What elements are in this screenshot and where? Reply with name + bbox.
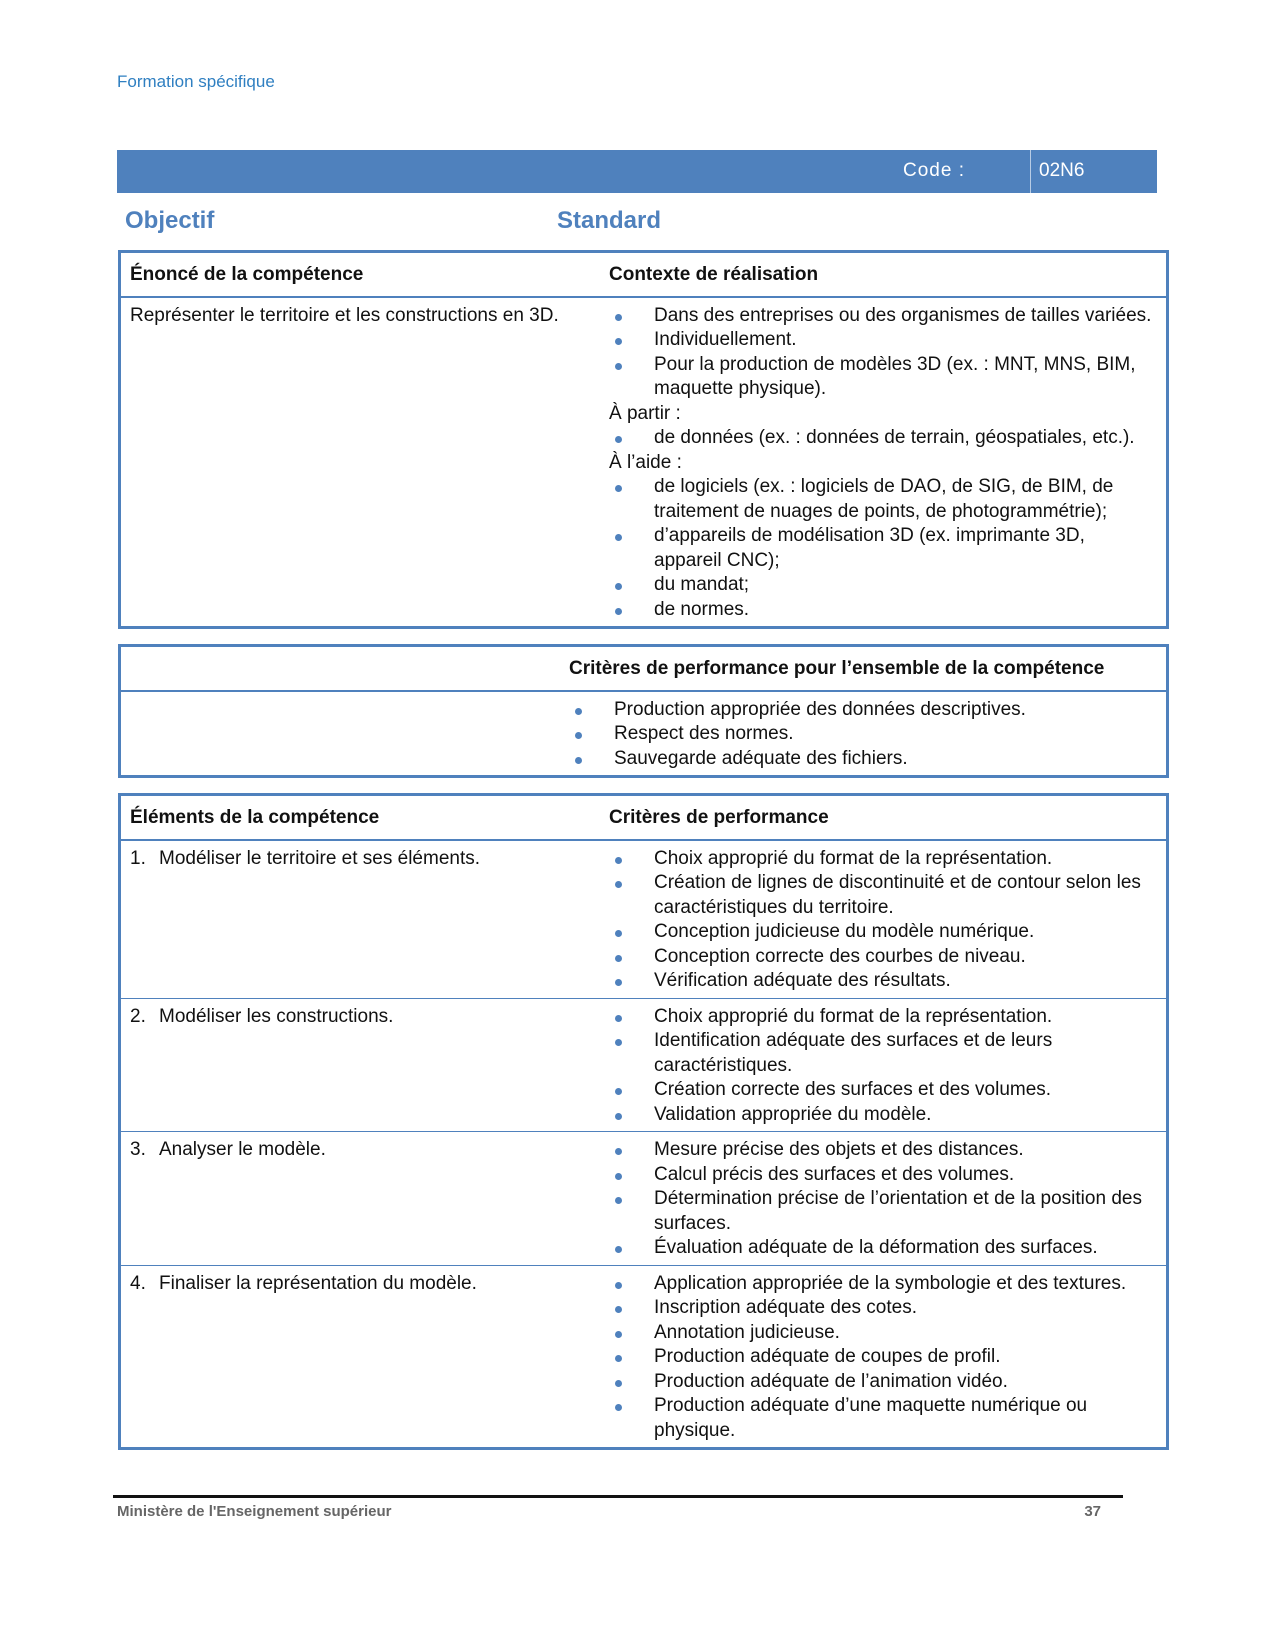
- element-cell: [120, 1265, 601, 1449]
- table-row: [120, 840, 1168, 999]
- bullet-icon: [615, 1246, 622, 1253]
- item-text: Pour la production de modèles 3D (ex. : MNT, MNS, BIM, maquette physique).: [654, 353, 1136, 399]
- list-item: [609, 1394, 1156, 1443]
- bullet-icon: [615, 1404, 622, 1411]
- table-row: [120, 998, 1168, 1132]
- element-cell: [120, 1132, 601, 1266]
- bullet-icon: [615, 930, 622, 937]
- bullet-icon: [615, 1355, 622, 1362]
- bullet-icon: [575, 708, 582, 715]
- enonce-header: Énoncé de la compétence: [120, 252, 601, 297]
- element-number: 1.: [130, 847, 146, 869]
- element-number: 2.: [130, 1005, 146, 1027]
- global-criteria-header: Critères de performance pour l’ensemble de la compétence: [560, 646, 1168, 691]
- list-item: [609, 475, 1156, 524]
- item-text: Choix approprié du format de la représentation.: [654, 847, 1053, 869]
- item-text: Sauvegarde adéquate des fichiers.: [614, 747, 908, 769]
- element-text: Modéliser les constructions.: [159, 1005, 394, 1027]
- list-item: [609, 1345, 1156, 1370]
- item-text: Conception correcte des courbes de niveau.: [654, 945, 1026, 967]
- bullet-icon: [615, 1015, 622, 1022]
- item-text: de logiciels (ex. : logiciels de DAO, de SIG, de BIM, de traitement de nuages de points, de photogrammétrie);: [654, 476, 1114, 522]
- list-item: [569, 747, 1156, 772]
- list-item: [609, 573, 1156, 598]
- list-item: [609, 920, 1156, 945]
- bullet-icon: [615, 338, 622, 345]
- list-item: [609, 1138, 1156, 1163]
- bullet-icon: [615, 1197, 622, 1204]
- list-item: [609, 1321, 1156, 1346]
- contexte-header: Contexte de réalisation: [600, 252, 1168, 297]
- bullet-icon: [615, 608, 622, 615]
- item-text: Production adéquate d’une maquette numérique ou physique.: [654, 1395, 1088, 1441]
- bullet-icon: [615, 955, 622, 962]
- item-text: Calcul précis des surfaces et des volumes.: [654, 1163, 1015, 1185]
- item-text: Production appropriée des données descriptives.: [614, 698, 1026, 720]
- global-criteria-table: [118, 644, 1169, 778]
- list-item: [609, 1103, 1156, 1128]
- bullet-icon: [615, 485, 622, 492]
- footer-ministry: Ministère de l'Enseignement supérieur: [117, 1503, 392, 1520]
- list-item: [609, 1029, 1156, 1078]
- element-number: 4.: [130, 1272, 146, 1294]
- list-item: [609, 304, 1156, 329]
- code-value: 02N6: [1039, 160, 1085, 181]
- element-item: [130, 1005, 560, 1030]
- criteria-cell: [600, 840, 1168, 999]
- bullet-icon: [615, 534, 622, 541]
- item-text: Mesure précise des objets et des distances.: [654, 1139, 1024, 1160]
- item-text: du mandat;: [654, 574, 750, 595]
- empty-cell: [120, 691, 561, 777]
- bullet-icon: [615, 1148, 622, 1155]
- bullet-icon: [615, 1088, 622, 1095]
- criteria-cell: [600, 998, 1168, 1132]
- global-criteria-list: [560, 691, 1168, 777]
- bullet-icon: [615, 1113, 622, 1120]
- enonce-text: Représenter le territoire et les constructions en 3D.: [130, 304, 559, 326]
- item-text: Application appropriée de la symbologie et des textures.: [654, 1272, 1127, 1294]
- bullet-icon: [615, 436, 622, 443]
- item-text: Création correcte des surfaces et des volumes.: [654, 1079, 1052, 1100]
- bullet-icon: [615, 857, 622, 864]
- list-item: [609, 847, 1156, 872]
- element-text: Analyser le modèle.: [159, 1139, 326, 1160]
- bullet-icon: [615, 881, 622, 888]
- bullet-icon: [615, 1380, 622, 1387]
- empty-cell: [120, 646, 561, 691]
- contexte-list: [600, 297, 1168, 628]
- list-item: [609, 871, 1156, 920]
- standard-heading: Standard: [557, 207, 662, 234]
- bullet-icon: [615, 1039, 622, 1046]
- criteria-header: Critères de performance: [600, 795, 1168, 840]
- elements-table: [118, 793, 1169, 1450]
- list-item: [609, 1370, 1156, 1395]
- list-item: [609, 1005, 1156, 1030]
- element-cell: [120, 998, 601, 1132]
- item-text: À partir :: [609, 402, 681, 424]
- list-item: [609, 426, 1156, 451]
- list-item: [609, 524, 1156, 573]
- list-item: [569, 722, 1156, 747]
- item-text: Conception judicieuse du modèle numérique.: [654, 921, 1035, 942]
- list-label: [609, 451, 1156, 476]
- section-title: Formation spécifique: [117, 72, 275, 91]
- element-item: [130, 1272, 560, 1297]
- list-item: [609, 1187, 1156, 1236]
- item-text: Validation appropriée du modèle.: [654, 1103, 932, 1125]
- item-text: d’appareils de modélisation 3D (ex. imprimante 3D, appareil CNC);: [654, 525, 1085, 571]
- code-label: Code :: [903, 160, 965, 181]
- element-item: [130, 847, 560, 872]
- list-item: [609, 598, 1156, 623]
- item-text: Production adéquate de l’animation vidéo.: [654, 1370, 1008, 1392]
- content-flow: [118, 0, 1169, 1568]
- list-item: [609, 1272, 1156, 1297]
- objectif-heading: Objectif: [125, 207, 215, 234]
- element-number: 3.: [130, 1139, 146, 1160]
- bullet-icon: [615, 583, 622, 590]
- footer: [113, 1495, 1123, 1528]
- list-item: [609, 945, 1156, 970]
- item-text: Choix approprié du format de la représentation.: [654, 1005, 1053, 1027]
- bullet-icon: [575, 757, 582, 764]
- list-label: [609, 402, 1156, 427]
- element-text: Modéliser le territoire et ses éléments.: [159, 847, 481, 869]
- list-item: [569, 698, 1156, 723]
- bullet-icon: [615, 1173, 622, 1180]
- list-item: [609, 1078, 1156, 1103]
- competence-table: [118, 250, 1169, 629]
- list-item: [609, 1163, 1156, 1188]
- table-row: [120, 1265, 1168, 1449]
- item-text: Détermination précise de l’orientation et de la position des surfaces.: [654, 1188, 1142, 1234]
- item-text: Respect des normes.: [614, 723, 794, 744]
- elements-header: Éléments de la compétence: [120, 795, 601, 840]
- item-text: Annotation judicieuse.: [654, 1321, 840, 1343]
- page-number: 37: [1084, 1503, 1101, 1520]
- list-item: [609, 353, 1156, 402]
- table-row: [120, 1132, 1168, 1266]
- element-text: Finaliser la représentation du modèle.: [159, 1272, 477, 1294]
- item-text: Création de lignes de discontinuité et de contour selon les caractéristiques du territoire.: [654, 872, 1141, 918]
- criteria-cell: [600, 1265, 1168, 1449]
- list-item: [609, 969, 1156, 994]
- item-text: Inscription adéquate des cotes.: [654, 1297, 918, 1318]
- element-item: [130, 1138, 560, 1163]
- list-item: [609, 328, 1156, 353]
- bullet-icon: [615, 979, 622, 986]
- element-cell: [120, 840, 601, 999]
- item-text: Dans des entreprises ou des organismes de tailles variées.: [654, 304, 1152, 326]
- bullet-icon: [575, 732, 582, 739]
- item-text: Identification adéquate des surfaces et de leurs caractéristiques.: [654, 1030, 1053, 1076]
- item-text: de données (ex. : données de terrain, géospatiales, etc.).: [654, 427, 1135, 448]
- item-text: Évaluation adéquate de la déformation des surfaces.: [654, 1237, 1098, 1258]
- item-text: Individuellement.: [654, 329, 797, 350]
- list-item: [609, 1296, 1156, 1321]
- bullet-icon: [615, 1282, 622, 1289]
- bullet-icon: [615, 363, 622, 370]
- list-item: [609, 1236, 1156, 1261]
- item-text: Production adéquate de coupes de profil.: [654, 1346, 1001, 1367]
- bullet-icon: [615, 1306, 622, 1313]
- item-text: Vérification adéquate des résultats.: [654, 970, 951, 991]
- criteria-cell: [600, 1132, 1168, 1266]
- item-text: À l’aide :: [609, 451, 682, 473]
- bullet-icon: [615, 314, 622, 321]
- item-text: de normes.: [654, 598, 750, 620]
- bullet-icon: [615, 1331, 622, 1338]
